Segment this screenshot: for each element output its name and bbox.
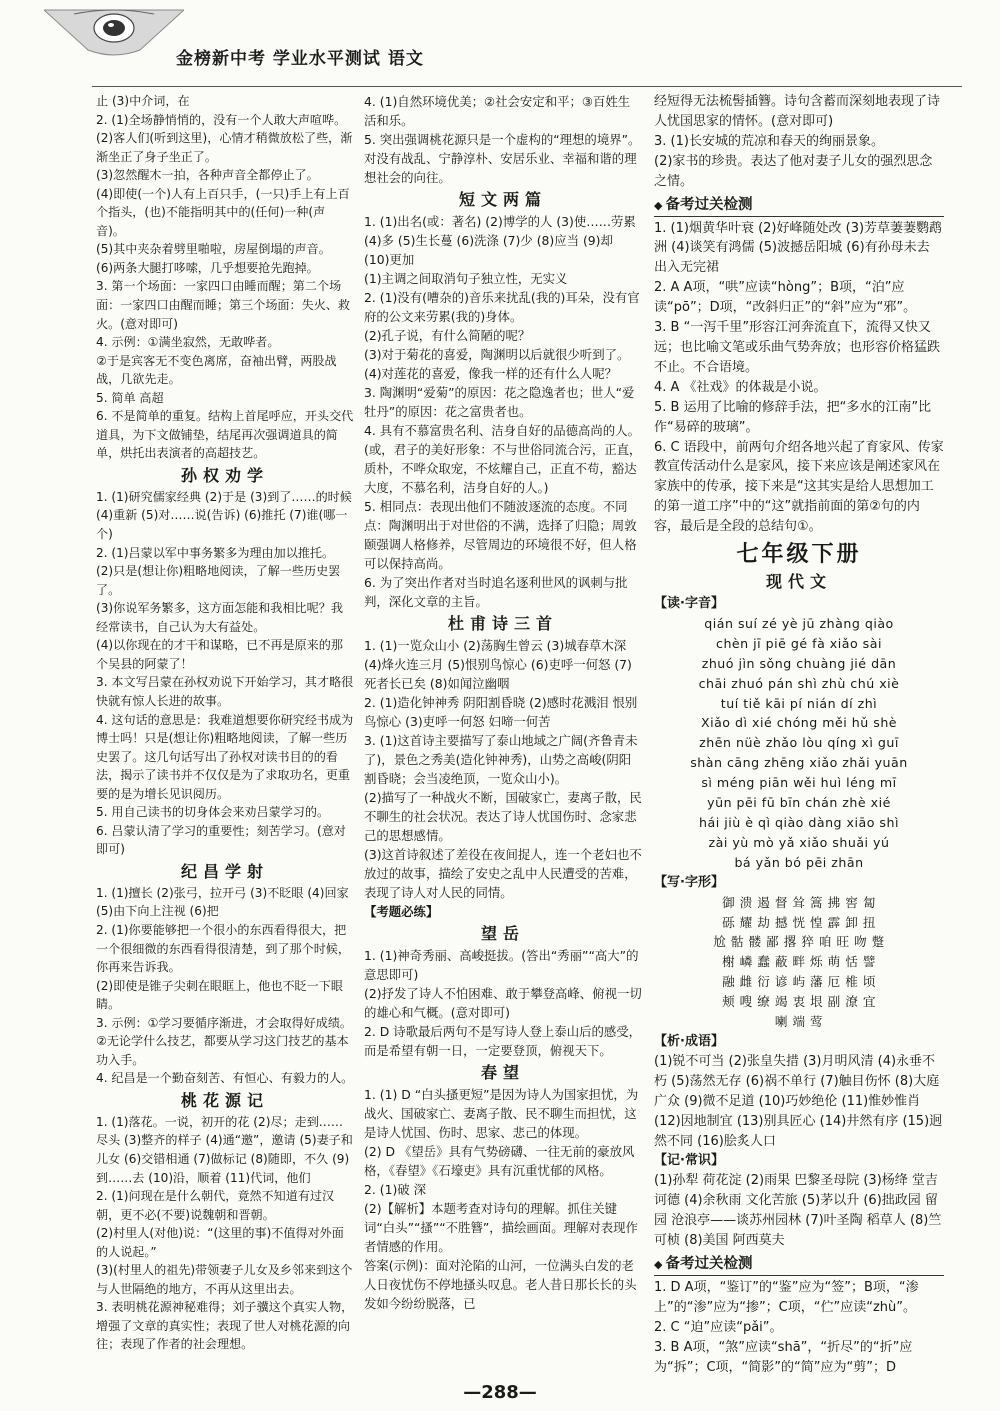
idiom-label: 【析·成语】 — [654, 1033, 724, 1049]
c2-line: (2)抒发了诗人不怕困难、敢于攀登高峰、俯视一切的雄心和气概。(意对即可) — [364, 986, 642, 1020]
c3-line: 5. B 运用了比喻的修辞手法，把“多水的江南”比作“易碎的玻璃”。 — [654, 399, 932, 435]
c2-line: 2. (1)破 深 — [364, 1182, 427, 1197]
c3-line: 2. C “迫”应读“pǎi”。 — [654, 1319, 783, 1335]
c1-line: (2)只是(想让你)粗略地阅读，了解一些历史罢了。 — [96, 564, 341, 597]
c2-line: (2)【解析】本题考查对诗句的理解。抓住关键词“白头”“搔”“不胜簪”，描绘画面。理解对表现作者情感的作用。 — [364, 1201, 638, 1254]
c2-line: 1. (1)一览众山小 (2)荡胸生曾云 (3)城春草木深 (4)烽火连三月 (5)恨别鸟惊心 (6)吏呼一何怒 (7)死者长已矣 (8)如闻泣幽咽 — [364, 638, 632, 691]
c3-line: 3. B “一泻千里”形容江河奔流直下，流得又快又远；也比喻文笔或乐曲气势奔放；也形容价格猛跌不止。不合语境。 — [654, 320, 941, 375]
c1-line: (2)即使是锥子尖刺在眼眶上，他也不眨一下眼睛。 — [96, 978, 343, 1012]
c1-line: 止 (3)中介词，在 — [96, 94, 190, 108]
write-label: 【写·字形】 — [654, 874, 724, 890]
column-2 — [364, 92, 642, 1313]
c2-line: 3. (1)这首诗主要描写了泰山地域之广阔(齐鲁青未了)，景色之秀美(造化钟神秀)，山势之高峻(阴阳割昏晓；会当凌绝顶，一览众山小)。 — [364, 733, 638, 786]
read-label: 【读·字音】 — [654, 596, 724, 612]
diamond-icon: ◆ — [654, 1257, 663, 1271]
chars-line: 喇 端 莺 — [774, 1014, 824, 1030]
c1-line: (4)即使(一个)人有上百只手，(一只)手上有上百个指头，(也)不能指明其中的(任何)一种(声音)。 — [96, 186, 350, 238]
c2-line: (3)这首诗叙述了差役在夜间捉人，连一个老妇也不放过的故事，描绘了安史之乱中人民遭受的苦难，表现了诗人对人民的同情。 — [364, 847, 642, 900]
c1-line: 3. 本文写吕蒙在孙权劝说下开始学习，其才略很快就有惊人长进的故事。 — [96, 675, 354, 708]
c3-line: 3. (1)长安城的荒凉和春天的绚丽景象。 — [654, 133, 884, 149]
c1-line: 2. (1)吕蒙以军中事务繁多为理由加以推托。 — [96, 545, 335, 560]
beikao-bar-2 — [654, 1254, 944, 1276]
chars-line: 榭 嶙 蠢 蔽 畔 烁 萌 恬 譬 — [722, 954, 876, 970]
c1-line: 2. (1)全场静悄悄的，没有一个人敢大声喧哗。 — [96, 112, 347, 127]
c1-line: (6)两条大腿打哆嗦，几乎想要抢先跑掉。 — [96, 260, 319, 275]
c2-line: 4. 具有不慕富贵名利、洁身自好的品德高尚的人。(或，君子的美好形象：不与世俗同流合污，正直，质朴，不哗众取宠，不炫耀自己，正直不苟，豁达大度，不慕名利，洁身自好的人。) — [364, 423, 642, 495]
c1-line: 4. 纪昌是一个勤奋刻苦、有恒心、有毅力的人。 — [96, 1071, 354, 1086]
c3-line: (2)家书的珍贵。表达了他对妻子儿女的强烈思念之情。 — [654, 153, 933, 189]
c2-line: 1. (1)出名(或：著名) (2)博学的人 (3)使……劳累 (4)多 (5)生长蔓 (6)洗涤 (7)少 (8)应当 (9)却 (10)更加 — [364, 214, 636, 267]
c3-line: 2. A A项，“哄”应读“hòng”；B项，“泊”应读“pō”；D项，“改斜归正”的“斜”应为“邪”。 — [654, 280, 917, 316]
c2-line: 2. (1)没有(嘈杂的)音乐来扰乱(我的)耳朵，没有官府的公文来劳累(我的)身体。 — [364, 290, 640, 324]
c2-line: 3. 陶渊明“爱菊”的原因：花之隐逸者也；世人“爱牡丹”的原因：花之富贵者也。 — [364, 385, 635, 419]
c1-line: (5)其中夹杂着劈里啪啦，房屋倒塌的声音。 — [96, 242, 331, 257]
c1-line: (2)村里人(对他)说：“(这里的事)不值得对外面的人说起。” — [96, 1226, 344, 1259]
pinyin-line: qián suí zé yè jū zhàng qiào — [704, 615, 894, 631]
pinyin-line: zài yù mò yǎ xiǎo shuǎi yú — [708, 834, 890, 850]
c2-line: 1. (1) D “白头搔更短”是因为诗人为国家担忧，为战火、国破家亡、妻离子散、民不聊生而担忧，这是诗人忧国、伤时、思家、悲己的体现。 — [364, 1087, 639, 1140]
subsection-title: 现代文 — [765, 572, 832, 592]
c2-line: (4)对莲花的喜爱，像我一样的还有什么人呢？ — [364, 366, 617, 381]
c1-line: 3. 第一个场面：一家四口由睡而醒；第二个场面：一家四口由醒而睡；第三个场面：失火、救火。(意对即可) — [96, 279, 350, 331]
c3-line: 4. A 《社戏》的体裁是小说。 — [654, 379, 827, 395]
section-title-wangyue: 望岳 — [480, 924, 525, 943]
book-title: 金榜新中考 学业水平测试 语文 — [176, 49, 424, 69]
section-title-dufu: 杜甫诗三首 — [447, 614, 558, 633]
note-label: 【记·常识】 — [654, 1153, 724, 1169]
c1-line: ②于是宾客无不变色离席，奋袖出臂，两股战战，几欲先走。 — [96, 353, 337, 387]
beikao-title: 备考过关检测 — [665, 196, 753, 213]
c1-line: 1. (1)研究儒家经典 (2)于是 (3)到了……的时候 (4)重新 (5)对……说(告诉) (6)推托 (7)谁(哪一个) — [96, 489, 352, 542]
c2-line: 答案(示例)：面对沦陷的山河，一位满头白发的老人日夜忧伤不停地搔头叹息。老人昔日那长长的头发如今纷纷脱落，已 — [364, 1258, 637, 1311]
pinyin-line: yūn pēi fū bīn chán zhè xié — [707, 795, 891, 811]
pinyin-line: zhēn nüè zhǎo lòu qíng xì guī — [699, 735, 899, 751]
pinyin-line: sì méng piān wěi huì léng mī — [701, 775, 897, 791]
idioms-text: (1)锐不可当 (2)张皇失措 (3)月明风清 (4)永垂不朽 (5)荡然无存 (6)祸不单行 (7)触目伤怀 (8)大庭广众 (9)微不足道 (10)巧妙绝伦 (11)惟妙惟肖 (12)因地制宜 (13)别具匠心 (14)井然有序 (15)迥然不同 (16)脍炙人口 — [654, 1053, 943, 1149]
c2-line: 1. (1)神奇秀丽、高峻挺拔。(答出“秀丽”“高大”的意思即可) — [364, 948, 639, 982]
c2-line: 6. 为了突出作者对当时追名逐利世风的讽刺与批判，深化文章的主旨。 — [364, 575, 628, 609]
section-title-jichang: 纪昌学射 — [180, 861, 269, 881]
jinbang-logo — [44, 4, 184, 56]
section-title-sunquan: 孙权劝学 — [180, 465, 269, 485]
c1-line: 2. (1)问现在是什么朝代，竟然不知道有过汉朝，更不必(不要)说魏朝和晋朝。 — [96, 1189, 335, 1222]
c1-line: 2. (1)你要能够把一个很小的东西看得很大，把一个很细微的东西看得很清楚，到了那个时候，你再来告诉我。 — [96, 922, 350, 975]
pinyin-line: tuí tiě kāi pí nián dí zhì — [720, 695, 878, 711]
c1-line: 3. 表明桃花源神秘难得；刘子骥这个真实人物，增强了文章的真实性；表现了世人对桃花源的向往；表现了作者的社会理想。 — [96, 1300, 354, 1352]
c1-line: 6. 吕蒙认清了学习的重要性；刻苦学习。(意对即可) — [96, 823, 346, 857]
column-1 — [96, 92, 354, 1354]
c1-line: 4. 示例：①满坐寂然，无敢哗者。 — [96, 335, 280, 350]
page-header — [0, 0, 1000, 90]
c3-line: 1. (1)烟黄华叶衰 (2)好峰随处改 (3)芳草萋萋鹦鹉洲 (4)谈笑有鸿儒 (5)波撼岳阳城 (6)有孙母未去 出入无完裙 — [654, 220, 943, 276]
c2-line: (2)描写了一种战火不断，国破家亡，妻离子散，民不聊生的社会状况。表达了诗人忧国伤时、念家悲己的思想感情。 — [364, 790, 642, 843]
c1-line: 1. (1)落花。一说，初开的花 (2)尽；走到……尽头 (3)整齐的样子 (4)通“邀”，邀请 (5)妻子和儿女 (6)交错相通 (7)做标记 (8)随即，不久 (9)到……去 (10)沿，顺着 (11)代词，他们 — [96, 1114, 353, 1185]
c2-line: 对没有战乱、宁静淳朴、安居乐业、幸福和谐的理想社会的向往。 — [364, 151, 637, 185]
c2-line: 4. (1)自然环境优美；②社会安定和平；③百姓生活和乐。 — [364, 94, 631, 128]
pinyin-line: zhuó jìn sǒng chuàng jié dān — [701, 655, 897, 671]
grade-title: 七年级下册 — [736, 542, 862, 568]
c1-line: (3)忽然醒木一拍，各种声音全都停止了。 — [96, 168, 319, 183]
section-title-taohua: 桃花源记 — [180, 1090, 269, 1110]
c2-line: (2)孔子说，有什么简陋的呢？ — [364, 328, 531, 343]
c3-line: 1. D A项，“鉴订”的“鉴”应为“签”；B项，“渗上”的“渗”应为“掺”；C项，“伫”应读“zhù”。 — [654, 1279, 919, 1315]
chars-line: 御 溃 遏 督 耸 篙 拂 窖 匐 — [722, 894, 876, 910]
section-title-chunwang: 春望 — [480, 1063, 525, 1082]
diamond-icon: ◆ — [654, 198, 663, 212]
c2-line: 2. D 诗歌最后两句不是写诗人登上泰山后的感受，而是希望有朝一日，一定要登顶，俯视天下。 — [364, 1024, 642, 1058]
page-number: —288— — [463, 1382, 537, 1403]
c2-line: 2. (1)造化钟神秀 阴阳割昏晓 (2)感时花溅泪 恨别鸟惊心 (3)吏呼一何怒 妇啼一何苦 — [364, 695, 638, 729]
pinyin-line: chāi zhuó pán shì zhù chú xiè — [698, 675, 900, 691]
c3-line: 6. C 语段中，前两句介绍各地兴起了育家风、传家教宣传活动什么是家风，接下来应该是阐述家风在家族中的传承，接下来是“这其实是给人思想加工的第一道工序”中的“这”就指前面的第②句的内容，最后是全段的总结句①。 — [654, 439, 944, 535]
c1-line: (2)客人们(听到这里)，心情才稍微放松了些，渐渐坐正了身子坐正了。 — [96, 131, 353, 164]
c1-line: 3. 示例：①学习要循序渐进，才会取得好成绩。②无论学什么技艺，都要从学习这门技艺的基本功入手。 — [96, 1015, 353, 1067]
c3-line: 3. B A项，“煞”应读“shā”，“折尽”的“折”应为“拆”；C项，“简影”的“简”应为“剪”；D — [654, 1339, 913, 1375]
c1-line: 6. 不是简单的重复。结构上首尾呼应，开头交代道具，为下文做铺垫，结尾再次强调道具的简单，烘托出表演者的高超技艺。 — [96, 409, 354, 461]
chars-line: 颊 嗖 缭 竭 衷 垠 副 潦 宜 — [722, 994, 876, 1010]
beikao-title: 备考过关检测 — [665, 1255, 753, 1272]
notes-text: (1)孙犁 荷花淀 (2)雨果 巴黎圣母院 (3)杨绛 堂吉诃德 (4)余秋雨 文化苦旅 (5)茅以升 (6)拙政园 留园 沧浪亭——谈苏州园林 (7)叶圣陶 稻草人 (8)竺可桢 (8)美国 阿西莫夫 — [654, 1173, 942, 1249]
chars-line: 尬 骷 髅 鄙 撂 猝 咱 旺 吻 蹩 — [713, 934, 885, 950]
pinyin-line: Xiǎo dì xié chóng měi hǔ shè — [700, 715, 898, 731]
c2-line: (3)对于菊花的喜爱，陶渊明以后就很少听到了。 — [364, 347, 630, 362]
pinyin-line: shàn cāng zhēng xiǎo zhǎi yuān — [690, 755, 908, 771]
c2-line: 5. 相同点：表现出他们不随波逐流的态度。不同点：陶渊明出于对世俗的不满，选择了归隐；周敦颐强调人格修养，尽管周边的环境很不好，但人格可以保持高尚。 — [364, 499, 637, 571]
c1-line: 1. (1)擅长 (2)张弓，拉开弓 (3)不眨眼 (4)回家 (5)由下向上注视 (6)把 — [96, 885, 349, 919]
section-title-duanwen: 短文两篇 — [458, 190, 547, 209]
c2-line: (2) D 《望岳》具有气势磅礴、一往无前的豪放风格，《春望》《石壕吏》具有沉重忧郁的风格。 — [364, 1144, 635, 1178]
c1-line: (3)你说军务繁多，这方面怎能和我相比呢？我经常读书，自己认为大有益处。 — [96, 601, 343, 634]
c2-line: (1)主调之间取消句子独立性，无实义 — [364, 271, 568, 286]
chars-line: 砾 耀 劫 撼 恍 惶 霹 卸 扭 — [722, 914, 876, 930]
c1-line: (4)以你现在的才干和谋略，已不再是原来的那个吴县的阿蒙了！ — [96, 638, 343, 671]
pinyin-line: bá yǎn bó pēi zhān — [734, 854, 864, 870]
c3-line: 经短得无法梳髻插簪。诗句含蓄而深刻地表现了诗人忧国思家的情怀。(意对即可) — [654, 94, 941, 129]
pinyin-line: chèn jī piē gé fà xiǎo sài — [716, 635, 882, 651]
kaoti-label: 【考题必练】 — [364, 904, 439, 919]
c2-line: 5. 突出强调桃花源只是一个虚构的“理想的境界”。 — [364, 132, 641, 147]
c1-line: 5. 简单 高超 — [96, 390, 164, 405]
chars-line: 融 雌 衍 谚 屿 藩 厄 椎 顷 — [722, 974, 876, 990]
c1-line: 5. 用自己读书的切身体会来劝吕蒙学习的。 — [96, 805, 330, 820]
column-3 — [654, 92, 944, 1377]
c1-line: 4. 这句话的意思是：我难道想要你研究经书成为博士吗！只是(想让你)粗略地阅读，了解一些历史罢了。这几句话写出了孙权对读书目的的看法，揭示了读书并不仅仅是为了求取功名，更重要的是为增长见识阅历。 — [96, 712, 354, 801]
beikao-bar-1 — [654, 195, 944, 217]
c1-line: (3)(村里人的祖先)带领妻子儿女及乡邻来到这个与人世隔绝的地方，不再从这里出去。 — [96, 1263, 353, 1296]
header-rule — [92, 86, 962, 87]
pinyin-line: hái jiù è qì qiào dàng xiāo shì — [699, 815, 899, 830]
